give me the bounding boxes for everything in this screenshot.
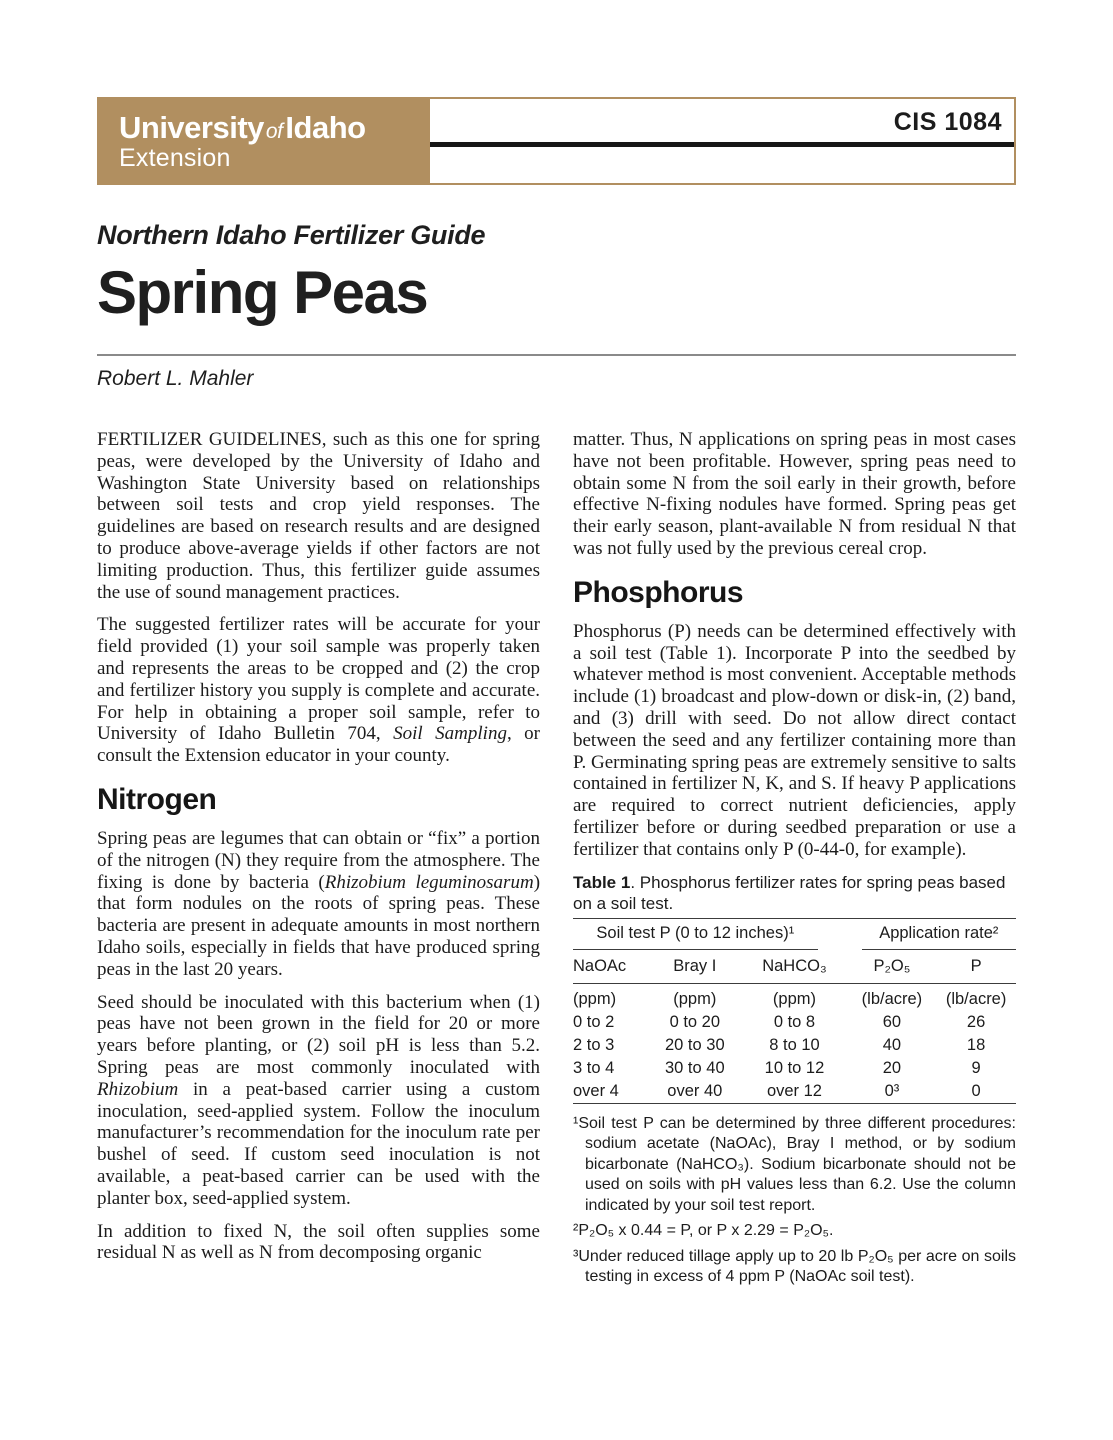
table-cell: (lb/acre): [861, 989, 923, 1008]
table-cell: 8 to 10: [769, 1035, 820, 1054]
series-title: Northern Idaho Fertilizer Guide: [97, 220, 486, 250]
table-cell: 20: [882, 1058, 902, 1077]
table-cell: 30 to 40: [664, 1058, 725, 1077]
paragraph-phosphorus-needs: Phosphorus (P) needs can be determined effectively with a soil test (Table 1). Incorporate P into the seedbed by whatever method is most convenient. Acceptable methods include (1) broadcast and plow-down or disk-in, (2) band, and (3) drill with seed. Do not allow direct contact between the seed and any fertilizer containing more than P. Germinating spring peas are extremely sensitive to salts contained in fertilizer N, K, and S. If heavy P applications are required to correct nutrient deficiencies, apply fertilizer before or during seedbed preparation or use a fertilizer that contains only P (0-44-0, for example).: [573, 620, 1016, 860]
right-column: [573, 429, 1016, 1293]
publication-number: CIS 1084: [893, 108, 1002, 136]
table-cell: over 12: [766, 1081, 822, 1100]
table-cell: 26: [966, 1012, 986, 1031]
header-black-rule: [430, 142, 1014, 147]
column-header-p: P: [936, 952, 1016, 984]
page-title: Spring Peas: [97, 259, 428, 326]
logo-wordmark: [119, 109, 430, 145]
table-row: [573, 1011, 1016, 1034]
logo-word-university: University: [119, 109, 264, 145]
section-heading-phosphorus: Phosphorus: [573, 575, 744, 609]
table-cell: 0 to 2: [573, 1012, 615, 1031]
paragraph-seed-inoculation: Seed should be inoculated with this bacterium when (1) peas have not been grown in the field for 20 or more years before planting, or (2) soil pH is less than 5.2. Spring peas are most commonly inoculated with Rhizobium in a peat-based carrier using a custom inoculation, seed-applied system. Follow the inoculum manufacturer’s recommendation for the inoculum rate per bushel of seed. If custom seed inoculation is not available, a peat-based carrier can be used with the planter box, seed-applied system.: [97, 991, 540, 1209]
footnote-1: ¹Soil test P can be determined by three different procedures: sodium acetate (NaOAc), Bray I method, or by sodium bicarbonate (NaHCO₃). Sodium bicarbonate should not be used on soils with pH values less than 6.2. Use the column indicated by your soil test report.: [573, 1114, 1016, 1214]
table-column-header-row: [573, 952, 1016, 984]
column-header-nahco3: NaHCO₃: [741, 952, 847, 984]
table-caption-text: . Phosphorus fertilizer rates for spring peas based on a soil test.: [573, 872, 1006, 913]
table-cell: 20 to 30: [664, 1035, 725, 1054]
footnote-2: ²P₂O₅ x 0.44 = P, or P x 2.29 = P₂O₅.: [573, 1222, 834, 1240]
column-header-naoac: NaOAc: [573, 952, 648, 984]
group-header-soil-test-p: Soil test P (0 to 12 inches)¹: [573, 921, 818, 950]
table-cell: over 4: [573, 1081, 619, 1100]
masthead: [97, 97, 1016, 185]
table-1-phosphorus-rates: [573, 918, 1016, 1104]
table-row: [573, 1057, 1016, 1080]
table-caption-label: Table 1: [573, 872, 631, 892]
table-cell: 18: [966, 1035, 986, 1054]
group-header-cell: [848, 918, 1016, 952]
page-content: [97, 0, 1016, 1293]
table-cell: 9: [971, 1058, 981, 1077]
group-header-application-rate: Application rate²: [862, 921, 1016, 950]
table-footnotes: [573, 1114, 1016, 1288]
table-group-header-row: [573, 918, 1016, 952]
table-units-row: [573, 983, 1016, 1011]
section-heading-nitrogen: Nitrogen: [97, 782, 217, 816]
table-cell: (ppm): [772, 989, 817, 1008]
table-cell: 0: [971, 1081, 981, 1100]
paragraph-nitrogen-fixing: Spring peas are legumes that can obtain or “fix” a portion of the nitrogen (N) they require from the atmosphere. The fixing is done by bacteria (Rhizobium leguminosarum) that form nodules on the roots of spring peas. These bacteria are present in adequate amounts in most northern Idaho soils, especially in fields that have produced spring peas in the last 20 years.: [97, 827, 541, 980]
table-cell: (ppm): [573, 989, 617, 1008]
logo-word-idaho: Idaho: [285, 109, 366, 145]
table-caption: [573, 872, 1016, 914]
paragraph-suggested-rates: The suggested fertilizer rates will be accurate for your field provided (1) your soil sample was properly taken and represents the areas to be cropped and (2) the crop and fertilizer history you supply is complete and accurate. For help in obtaining a proper soil sample, refer to University of Idaho Bulletin 704, Soil Sampling, or consult the Extension educator in your county.: [97, 614, 541, 767]
publication-number-box: [430, 97, 1016, 185]
table-cell: 40: [882, 1035, 902, 1054]
table-cell: 0³: [884, 1081, 900, 1100]
table-cell: 2 to 3: [573, 1035, 615, 1054]
two-column-body: [97, 429, 1016, 1293]
paragraph-fertilizer-guidelines: FERTILIZER GUIDELINES, such as this one for spring peas, were developed by the University of Idaho and Washington State University based on relationships between soil tests and crop yield responses. The guidelines are based on research results and are designed to produce above-average yields if other factors are not limiting production. Thus, this fertilizer guide assumes the use of sound management practices.: [97, 429, 540, 603]
column-header-bray-i: Bray I: [648, 952, 741, 984]
logo-word-of: of: [265, 119, 283, 143]
paragraph-n-applications: matter. Thus, N applications on spring peas in most cases have not been profitable. However, spring peas need to obtain some N from the soil early in their growth, before effective N-fixing nodules have formed. Spring peas get their early season, plant-available N from residual N that was not fully used by the previous cereal crop.: [573, 429, 1016, 559]
table-cell: over 40: [667, 1081, 723, 1100]
logo-extension-label: Extension: [119, 143, 231, 172]
table-row: [573, 1034, 1016, 1057]
table-row: [573, 1080, 1016, 1104]
title-divider: [97, 354, 1016, 356]
table-cell: 0 to 20: [669, 1012, 721, 1031]
left-column: [97, 429, 540, 1293]
paragraph-residual-n: In addition to fixed N, the soil often supplies some residual N as well as N from decomposing organic: [97, 1220, 540, 1264]
author-byline: Robert L. Mahler: [97, 367, 254, 390]
table-cell: 3 to 4: [573, 1058, 615, 1077]
table-cell: (ppm): [673, 989, 717, 1008]
table-cell: 0 to 8: [773, 1012, 816, 1031]
group-header-cell: [573, 918, 848, 952]
column-header-p2o5: P₂O₅: [848, 952, 937, 984]
table-cell: (lb/acre): [945, 989, 1007, 1008]
table-cell: 60: [882, 1012, 902, 1031]
university-of-idaho-extension-logo: [97, 97, 430, 185]
table-cell: 10 to 12: [764, 1058, 825, 1077]
footnote-3: ³Under reduced tillage apply up to 20 lb P₂O₅ per acre on soils testing in excess of 4 ppm P (NaOAc soil test).: [573, 1247, 1016, 1286]
